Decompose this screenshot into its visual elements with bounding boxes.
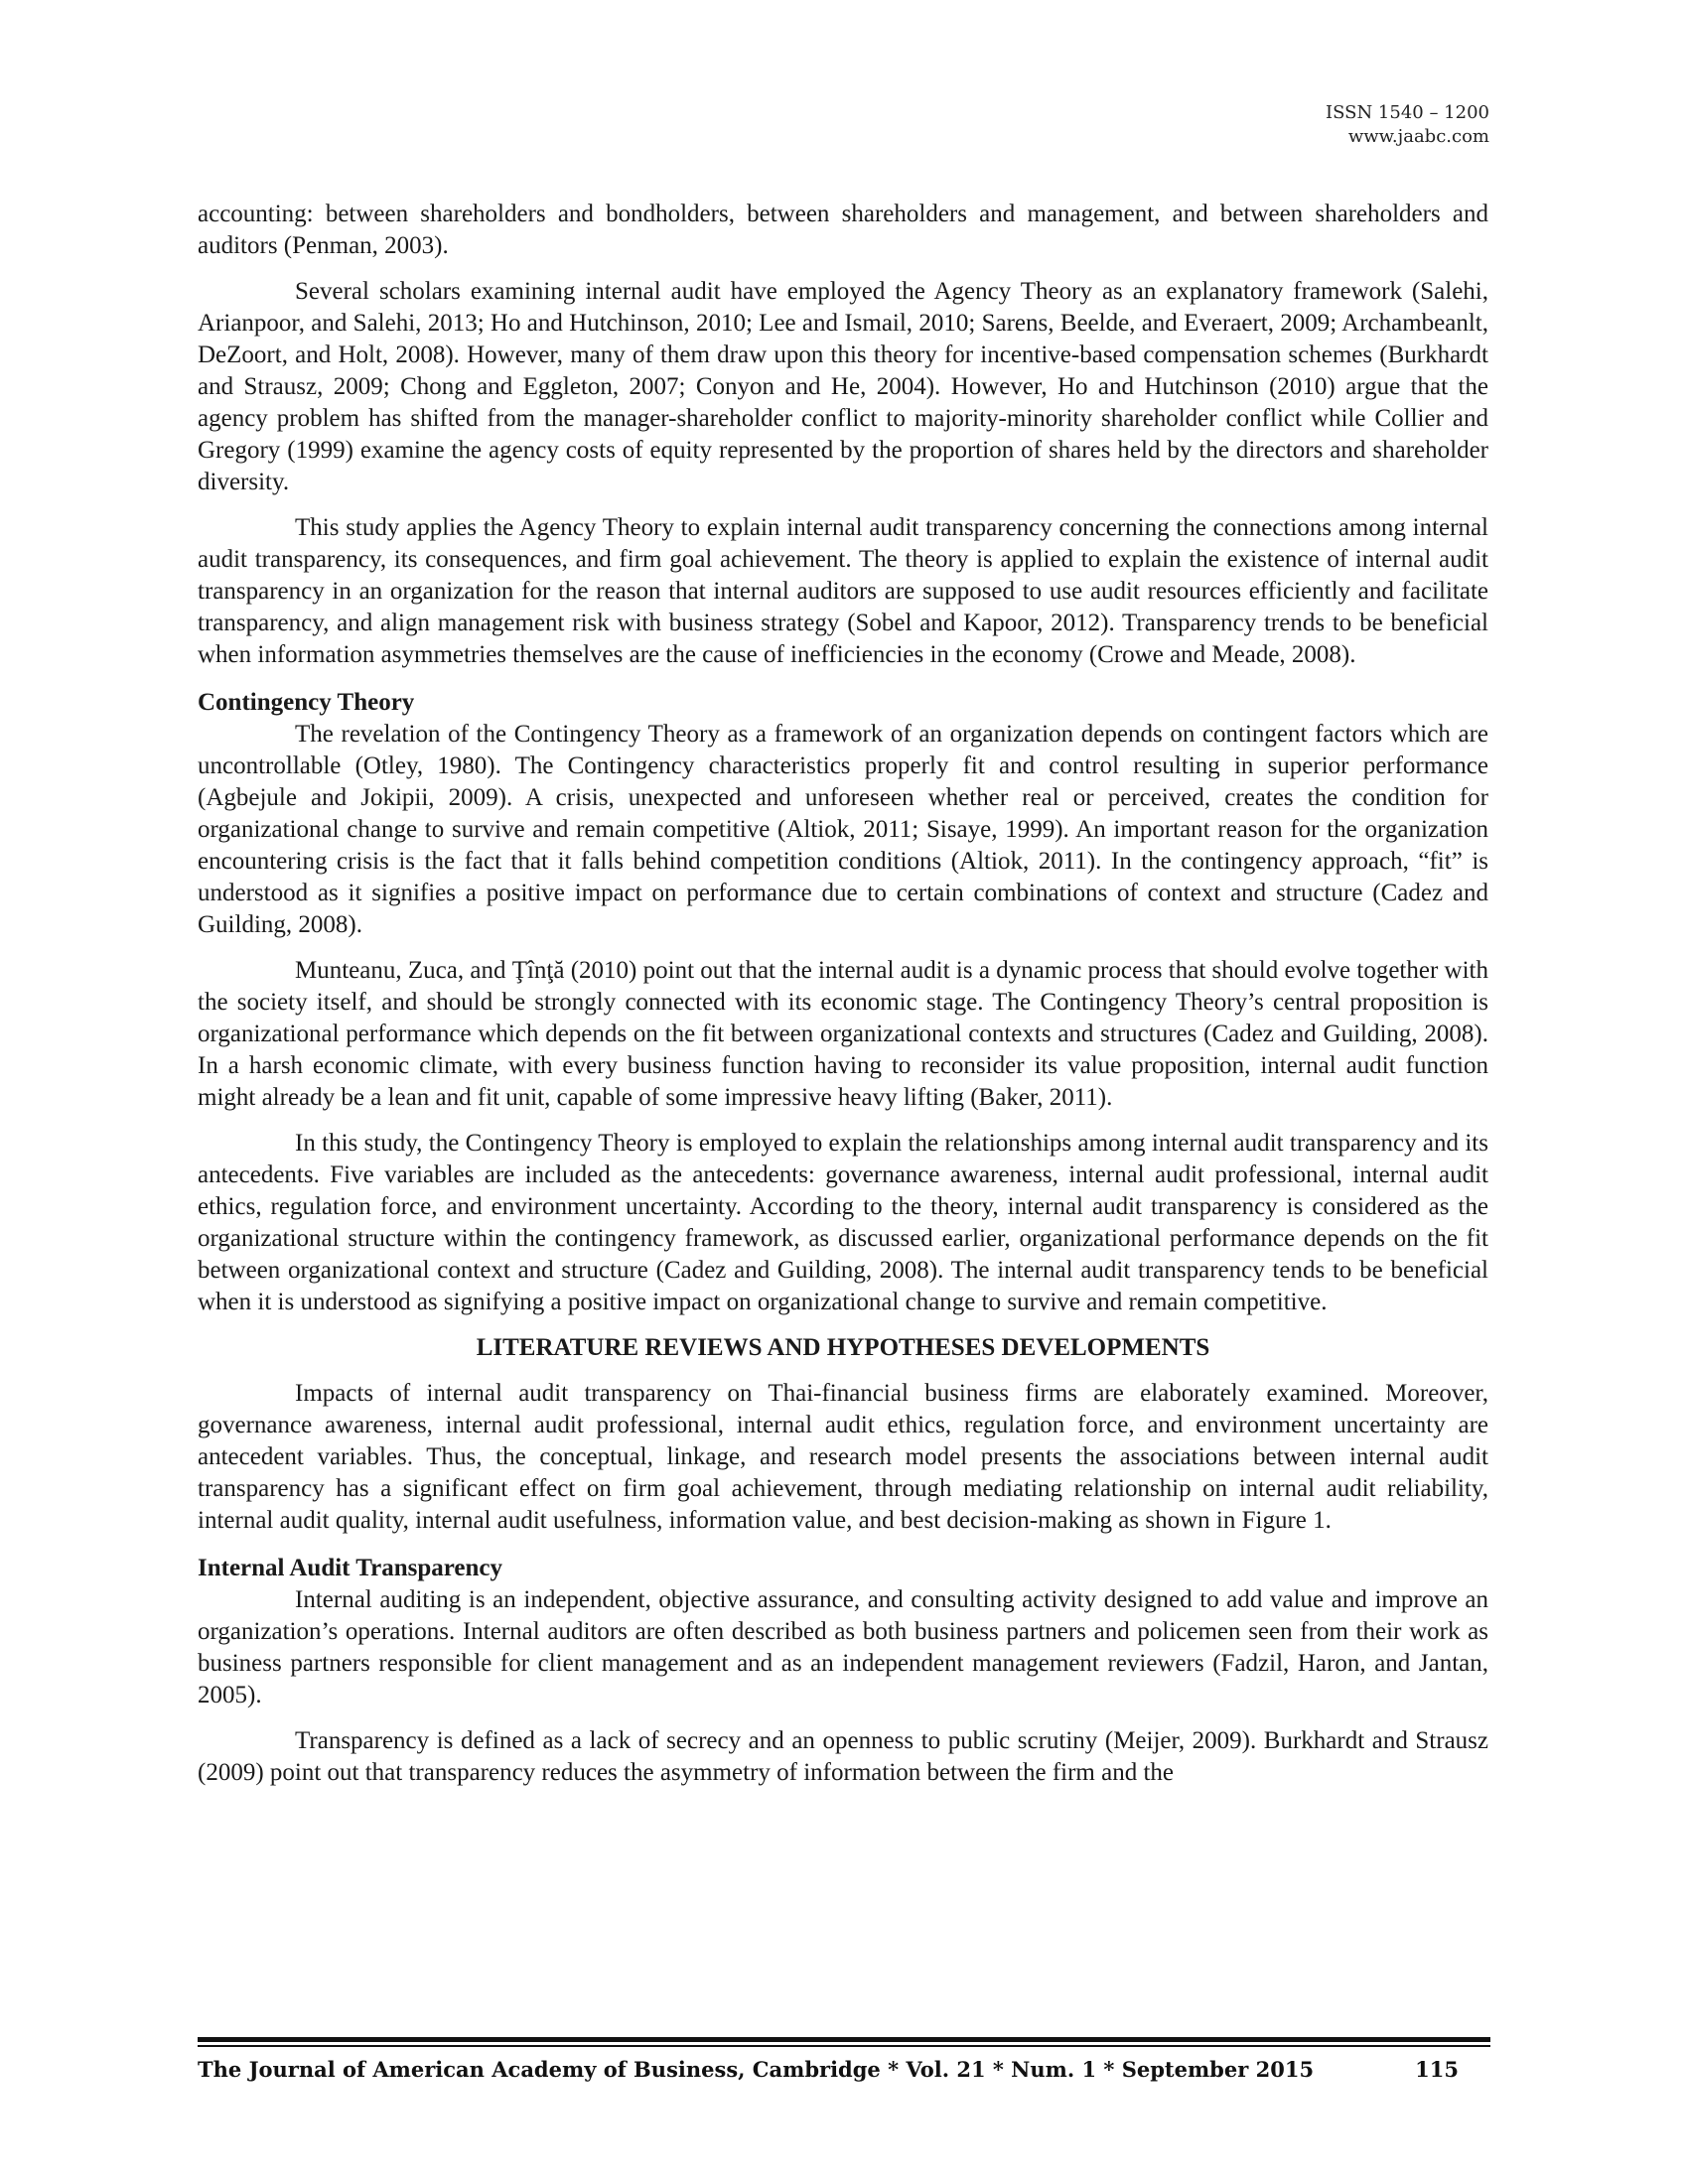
paragraph-agency-scholars: Several scholars examining internal audit have employed the Agency Theory as an explanatory framework (Salehi, Arianpoor, and Salehi, 2013; Ho and Hutchinson, 2010; Lee and Ismail, 2010; Sarens, Beelde, and Everaert, 2009; Archambeanlt, DeZoort, and Holt, 2008). However, many of them draw upon this theory for incentive-based compensation schemes (Burkhardt and Strausz, 2009; Chong and Eggleton, 2007; Conyon and He, 2004). However, Ho and Hutchinson (2010) argue that the agency problem has shifted from the manager-shareholder conflict to majority-minority shareholder conflict while Collier and Gregory (1999) examine the agency costs of equity represented by the proportion of shares held by the directors and shareholder diversity. <box>198 278 1488 495</box>
page-header <box>1326 101 1489 149</box>
paragraph-literature-impacts: Impacts of internal audit transparency on Thai-financial business firms are elaborately examined. Moreover, governance awareness, internal audit professional, internal audit ethics, regulation force, and environment uncertainty are antecedent variables. Thus, the conceptual, linkage, and research model presents the associations between internal audit transparency has a significant effect on firm goal achievement, through mediating relationship on internal audit reliability, internal audit quality, internal audit usefulness, information value, and best decision-making as shown in Figure 1. <box>198 1380 1488 1534</box>
paragraph-continuation: accounting: between shareholders and bondholders, between shareholders and management, and between shareholders and auditors (Penman, 2003). <box>198 201 1488 259</box>
heading-internal-audit-transparency: Internal Audit Transparency <box>198 1555 502 1581</box>
paragraph-contingency-revelation: The revelation of the Contingency Theory as a framework of an organization depends on contingent factors which are uncontrollable (Otley, 1980). The Contingency characteristics properly fit and control resulting in superior performance (Agbejule and Jokipii, 2009). A crisis, unexpected and unforeseen whether real or perceived, creates the condition for organizational change to survive and remain competitive (Altiok, 2011; Sisaye, 1999). An important reason for the organization encountering crisis is the fact that it falls behind competition conditions (Altiok, 2011). In the contingency approach, “fit” is understood as it signifies a positive impact on performance due to certain combinations of context and structure (Cadez and Guilding, 2008). <box>198 721 1488 938</box>
website-label: www.jaabc.com <box>1347 126 1489 147</box>
page-number: 115 <box>1415 2057 1459 2082</box>
paragraph-contingency-munteanu: Munteanu, Zuca, and Ţînţă (2010) point out that the internal audit is a dynamic process that should evolve together with the society itself, and should be strongly connected with its economic stage. The Contingency Theory’s central proposition is organizational performance which depends on the fit between organizational contexts and structures (Cadez and Guilding, 2008). In a harsh economic climate, with every business function having to reconsider its value proposition, internal audit function might already be a lean and fit unit, capable of some impressive heavy lifting (Baker, 2011). <box>198 957 1488 1111</box>
issn-label: ISSN 1540 – 1200 <box>1326 102 1489 123</box>
paragraph-contingency-study: In this study, the Contingency Theory is employed to explain the relationships among internal audit transparency and its antecedents. Five variables are included as the antecedents: governance awareness, internal audit professional, internal audit ethics, regulation force, and environment uncertainty. According to the theory, internal audit transparency is considered as the organizational structure within the contingency framework, as discussed earlier, organizational performance depends on the fit between organizational context and structure (Cadez and Guilding, 2008). The internal audit transparency tends to be beneficial when it is understood as signifying a positive impact on organizational change to survive and remain competitive. <box>198 1130 1488 1315</box>
heading-contingency-theory: Contingency Theory <box>198 689 415 716</box>
paragraph-internal-auditing: Internal auditing is an independent, objective assurance, and consulting activity designed to add value and improve an organization’s operations. Internal auditors are often described as both business partners and policemen seen from their work as business partners responsible for client management and as an independent management reviewers (Fadzil, Haron, and Jantan, 2005). <box>198 1586 1488 1708</box>
footer-rule-thin <box>198 2045 1490 2047</box>
heading-literature-reviews: LITERATURE REVIEWS AND HYPOTHESES DEVELOPMENTS <box>476 1334 1210 1361</box>
paragraph-transparency-definition: Transparency is defined as a lack of secrecy and an openness to public scrutiny (Meijer, 2009). Burkhardt and Strausz (2009) point out that transparency reduces the asymmetry of information between the firm and the <box>198 1727 1488 1786</box>
journal-citation: The Journal of American Academy of Business, Cambridge * Vol. 21 * Num. 1 * September 2015 <box>198 2057 1315 2082</box>
footer-rule-thick <box>198 2037 1490 2042</box>
article-body <box>198 199 1488 1803</box>
paragraph-agency-application: This study applies the Agency Theory to explain internal audit transparency concerning the connections among internal audit transparency, its consequences, and firm goal achievement. The theory is applied to explain the existence of internal audit transparency in an organization for the reason that internal auditors are supposed to use audit resources efficiently and facilitate transparency, and align management risk with business strategy (Sobel and Kapoor, 2012). Transparency trends to be beneficial when information asymmetries themselves are the cause of inefficiencies in the economy (Crowe and Meade, 2008). <box>198 514 1488 668</box>
